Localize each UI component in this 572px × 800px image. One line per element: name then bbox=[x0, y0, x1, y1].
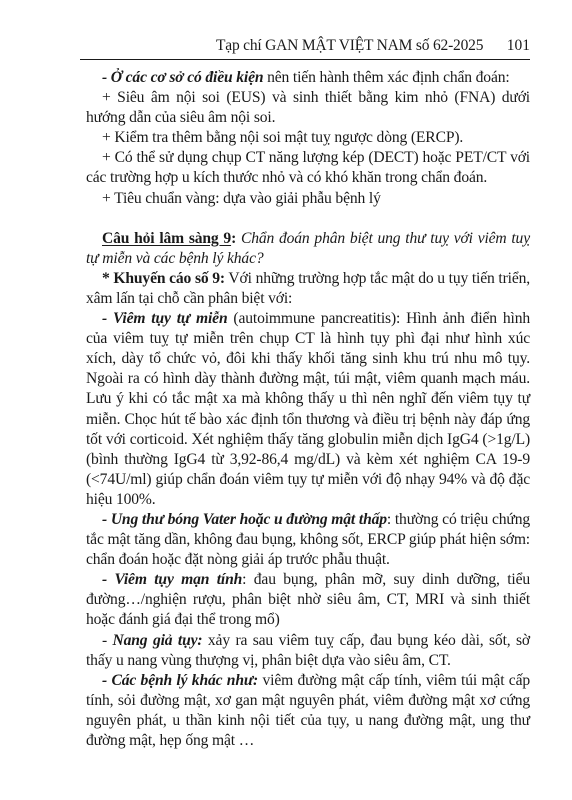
paragraph-chronic bbox=[86, 570, 530, 630]
section-gap bbox=[86, 209, 530, 229]
paragraph-autoimmune bbox=[86, 309, 530, 510]
facilities-label: - Ở các cơ sở có điều kiện bbox=[102, 69, 264, 86]
vater-text: : thường có triệu chứng tắc mật tăng dần, không đau bụng, không sốt, ERCP giúp phát hiện sớm: chẩn đoán hoặc đặt nòng giải áp trước phẫu thuật. bbox=[86, 510, 530, 569]
paragraph-gold-standard: + Tiêu chuẩn vàng: dựa vào giải phẫu bệnh lý bbox=[102, 189, 381, 207]
question-text: Chẩn đoán phân biệt ung thư tuỵ với viêm tuỵ tự miễn và các bệnh lý khác? bbox=[86, 229, 530, 267]
autoimmune-text: (autoimmune pancreatitis): Hình ảnh điển hình của viêm tuỵ tự miễn trên chụp CT là hình tụy phì đại như hình xúc xích, dày tổ chức vỏ, đôi khi thấy khối tăng sinh khu trú nhu mô tụy. Ngoài ra có hình dày thành đường mật, túi mật, viêm quanh mạch máu. Lưu ý khi có tắc mật xa mà không thấy u thì nên nghĩ đến viêm tụy tự miễn. Chọc hút tế bào xác định tổn thương và điều trị bệnh này đáp ứng tốt với corticoid. Xét nghiệm thấy tăng globulin miễn dịch IgG4 (>1g/L)(bình thường IgG4 từ 3,92-86,4 mg/dL) và kèm xét nghiệm CA 19-9 (<74U/ml) giúp chẩn đoán viêm tụy tự miễn với độ nhạy 94% và độ đặc hiệu 100%. bbox=[86, 310, 530, 508]
paragraph-other bbox=[86, 671, 530, 751]
paragraph-facilities bbox=[86, 68, 530, 88]
facilities-text: nên tiến hành thêm xác định chẩn đoán: bbox=[263, 69, 510, 86]
paragraph-eus: + Siêu âm nội soi (EUS) và sinh thiết bằng kim nhỏ (FNA) dưới hướng dẫn của siêu âm nội soi. bbox=[86, 89, 530, 127]
recommendation-label: * Khuyến cáo số 9: bbox=[102, 269, 225, 287]
pseudocyst-text: xảy ra sau viêm tuỵ cấp, đau bụng kéo dài, sốt, sờ thấy u nang vùng thượng vị, phân biệt dựa vào siêu âm, CT. bbox=[86, 631, 530, 669]
clinical-question bbox=[86, 229, 530, 269]
vater-label: - Ung thư bóng Vater hoặc u đường mật thấp bbox=[102, 510, 387, 528]
paragraph-pseudocyst bbox=[86, 631, 530, 671]
autoimmune-label: - Viêm tụy tự miễn bbox=[102, 310, 228, 328]
other-label: - Các bệnh lý khác như: bbox=[102, 671, 259, 689]
body-text bbox=[86, 68, 530, 751]
recommendation-9 bbox=[86, 269, 530, 309]
other-text: viêm đường mật cấp tính, viêm túi mật cấp tính, sỏi đường mật, xơ gan mật nguyên phát, viêm đường mật xơ cứng nguyên phát, u thần kinh nội tiết của tụy, u nang đường mật, ung thư đường mật, hẹp ống mật … bbox=[86, 671, 530, 749]
paragraph-ercp: + Kiểm tra thêm bằng nội soi mật tuỵ ngược dòng (ERCP). bbox=[102, 129, 464, 147]
pseudocyst-label: Nang giả tụy: bbox=[112, 631, 203, 649]
pseudocyst-prefix: - bbox=[102, 631, 113, 649]
question-label: Câu hỏi lâm sàng 9 bbox=[102, 229, 232, 247]
question-colon: : bbox=[231, 229, 237, 247]
paragraph-vater bbox=[86, 510, 530, 570]
paragraph-dect: + Có thể sử dụng chụp CT năng lượng kép (DECT) hoặc PET/CT với các trường hợp u kích thước nhỏ và có khó khăn trong chẩn đoán. bbox=[86, 149, 530, 187]
journal-title: Tạp chí GAN MẬT VIỆT NAM số 62-2025 bbox=[216, 37, 484, 54]
recommendation-text: Với những trường hợp tắc mật do u tụy tiến triển, xâm lấn tại chỗ cần phân biệt với: bbox=[86, 269, 530, 307]
chronic-text: : đau bụng, phân mỡ, suy dinh dưỡng, tiểu đường…/nghiện rượu, phân biệt nhờ siêu âm, CT, MRI và sinh thiết hoặc đánh giá đại thể trong mổ) bbox=[86, 571, 530, 629]
chronic-label: - Viêm tụy mạn tính bbox=[102, 571, 243, 589]
page-number: 101 bbox=[506, 37, 530, 54]
running-header bbox=[80, 37, 530, 60]
